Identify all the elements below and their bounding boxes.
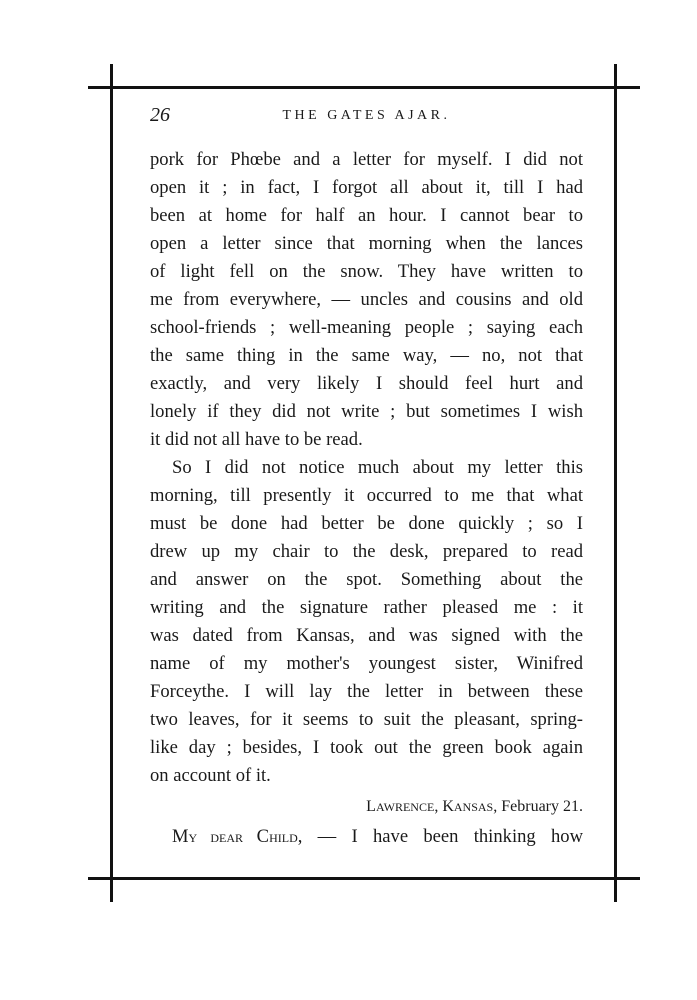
text-line: exactly, and very likely I should feel hurt and [150,373,583,394]
text-line: Forceythe. I will lay the letter in between these [150,681,583,702]
text-line: lonely if they did not write ; but sometimes I wish [150,401,583,422]
letter-dateline: LAWRENCE, KANSAS, February 21. [366,798,583,815]
left-border-rule [110,64,113,902]
text-line: open a letter since that morning when the lances [150,233,583,254]
text-line: on account of it. [150,765,271,786]
text-line: So I did not notice much about my letter this [172,457,583,478]
text-line: writing and the signature rather pleased me : it [150,597,583,618]
text-line: morning, till presently it occurred to me that what [150,485,583,506]
letter-salutation: MY DEAR CHILD, — I have been thinking how [172,826,583,847]
text-line: drew up my chair to the desk, prepared to read [150,541,583,562]
bottom-border-rule [88,877,640,880]
text-line: of light fell on the snow. They have written to [150,261,583,282]
text-line: and answer on the spot. Something about the [150,569,583,590]
text-line: was dated from Kansas, and was signed with the [150,625,583,646]
text-line: pork for Phœbe and a letter for myself. I did not [150,149,583,170]
running-title: THE GATES AJAR. [282,108,451,123]
text-line: open it ; in fact, I forgot all about it, till I had [150,177,583,198]
text-line: two leaves, for it seems to suit the pleasant, spring- [150,709,583,730]
text-line: the same thing in the same way, — no, not that [150,345,583,366]
top-border-rule [88,86,640,89]
running-head [150,104,583,132]
text-line: me from everywhere, — uncles and cousins and old [150,289,583,310]
text-line: like day ; besides, I took out the green book again [150,737,583,758]
page-number: 26 [150,104,170,126]
body-text [150,146,583,851]
text-line: must be done had better be done quickly ; so I [150,513,583,534]
text-line: school-friends ; well-meaning people ; saying each [150,317,583,338]
right-border-rule [614,64,617,902]
text-line: it did not all have to be read. [150,429,363,450]
text-line: been at home for half an hour. I cannot bear to [150,205,583,226]
text-line: name of my mother's youngest sister, Winifred [150,653,583,674]
